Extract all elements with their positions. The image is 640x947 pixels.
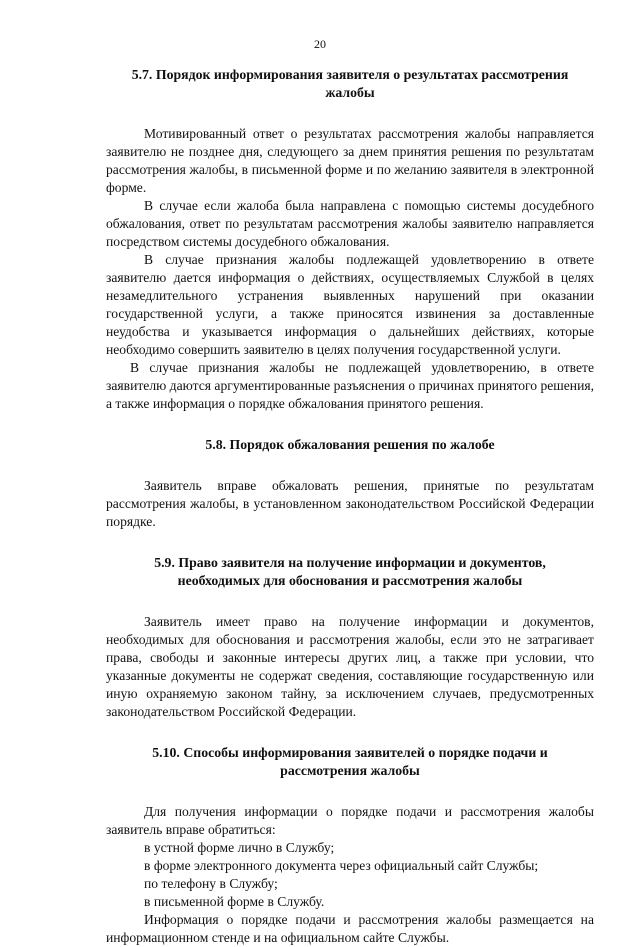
list-item: в форме электронного документа через официальный сайт Службы;	[144, 858, 539, 873]
section-5-8-paragraph: Заявитель вправе обжаловать решения, принятые по результатам рассмотрения жалобы, в установленном законодательством Российской Федерации порядке.	[106, 478, 594, 529]
section-5-9-paragraph: Заявитель имеет право на получение информации и документов, необходимых для обоснования и рассмотрения жалобы, если это не затрагивает права, свободы и законные интересы других лиц, а также при условии, что указанные документы не содержат сведения, составляющие государственную или иную охраняемую законом тайну, за исключением случаев, предусмотренных законодательством Российской Федерации.	[106, 614, 594, 719]
list-item: в письменной форме в Службу.	[144, 894, 325, 909]
list-item: по телефону в Службу;	[144, 876, 278, 891]
list-item: в устной форме лично в Службу;	[144, 840, 335, 855]
page-number: 20	[314, 37, 326, 51]
section-5-10-heading: 5.10. Способы информирования заявителей о порядке подачи и рассмотрения жалобы	[152, 745, 548, 778]
section-5-7-paragraph: Мотивированный ответ о результатах рассмотрения жалобы направляется заявителю не позднее дня, следующего за днем принятия решения по результатам рассмотрения жалобы, в письменной форме и по желанию заявителя в электронной форме.	[106, 126, 594, 195]
section-5-9-heading: 5.9. Право заявителя на получение информации и документов, необходимых для обоснования и рассмотрения жалобы	[154, 555, 546, 588]
section-5-8-heading: 5.8. Порядок обжалования решения по жалобе	[205, 437, 495, 452]
section-5-7-paragraph: В случае если жалоба была направлена с помощью системы досудебного обжалования, ответ по результатам рассмотрения жалобы заявителю направляется посредством системы досудебного обжалования.	[106, 198, 594, 249]
section-5-10-closing: Информация о порядке подачи и рассмотрения жалобы размещается на информационном стенде и на официальном сайте Службы.	[106, 912, 594, 945]
page-content	[106, 66, 594, 947]
section-5-7-heading: 5.7. Порядок информирования заявителя о результатах рассмотрения жалобы	[131, 67, 569, 100]
section-5-7-paragraph: В случае признания жалобы подлежащей удовлетворению в ответе заявителю дается информация о действиях, осуществляемых Службой в целях незамедлительного устранения выявленных нарушений при оказании государственной услуги, а также приносятся извинения за доставленные неудобства и указывается информация о дальнейших действиях, которые необходимо совершить заявителю в целях получения государственной услуги.	[106, 252, 594, 357]
section-5-10-intro: Для получения информации о порядке подачи и рассмотрения жалобы заявитель вправе обратиться:	[106, 804, 594, 837]
section-5-7-paragraph: В случае признания жалобы не подлежащей удовлетворению, в ответе заявителю даются аргументированные разъяснения о причинах принятого решения, а также информация о порядке обжалования принятого решения.	[106, 360, 594, 411]
